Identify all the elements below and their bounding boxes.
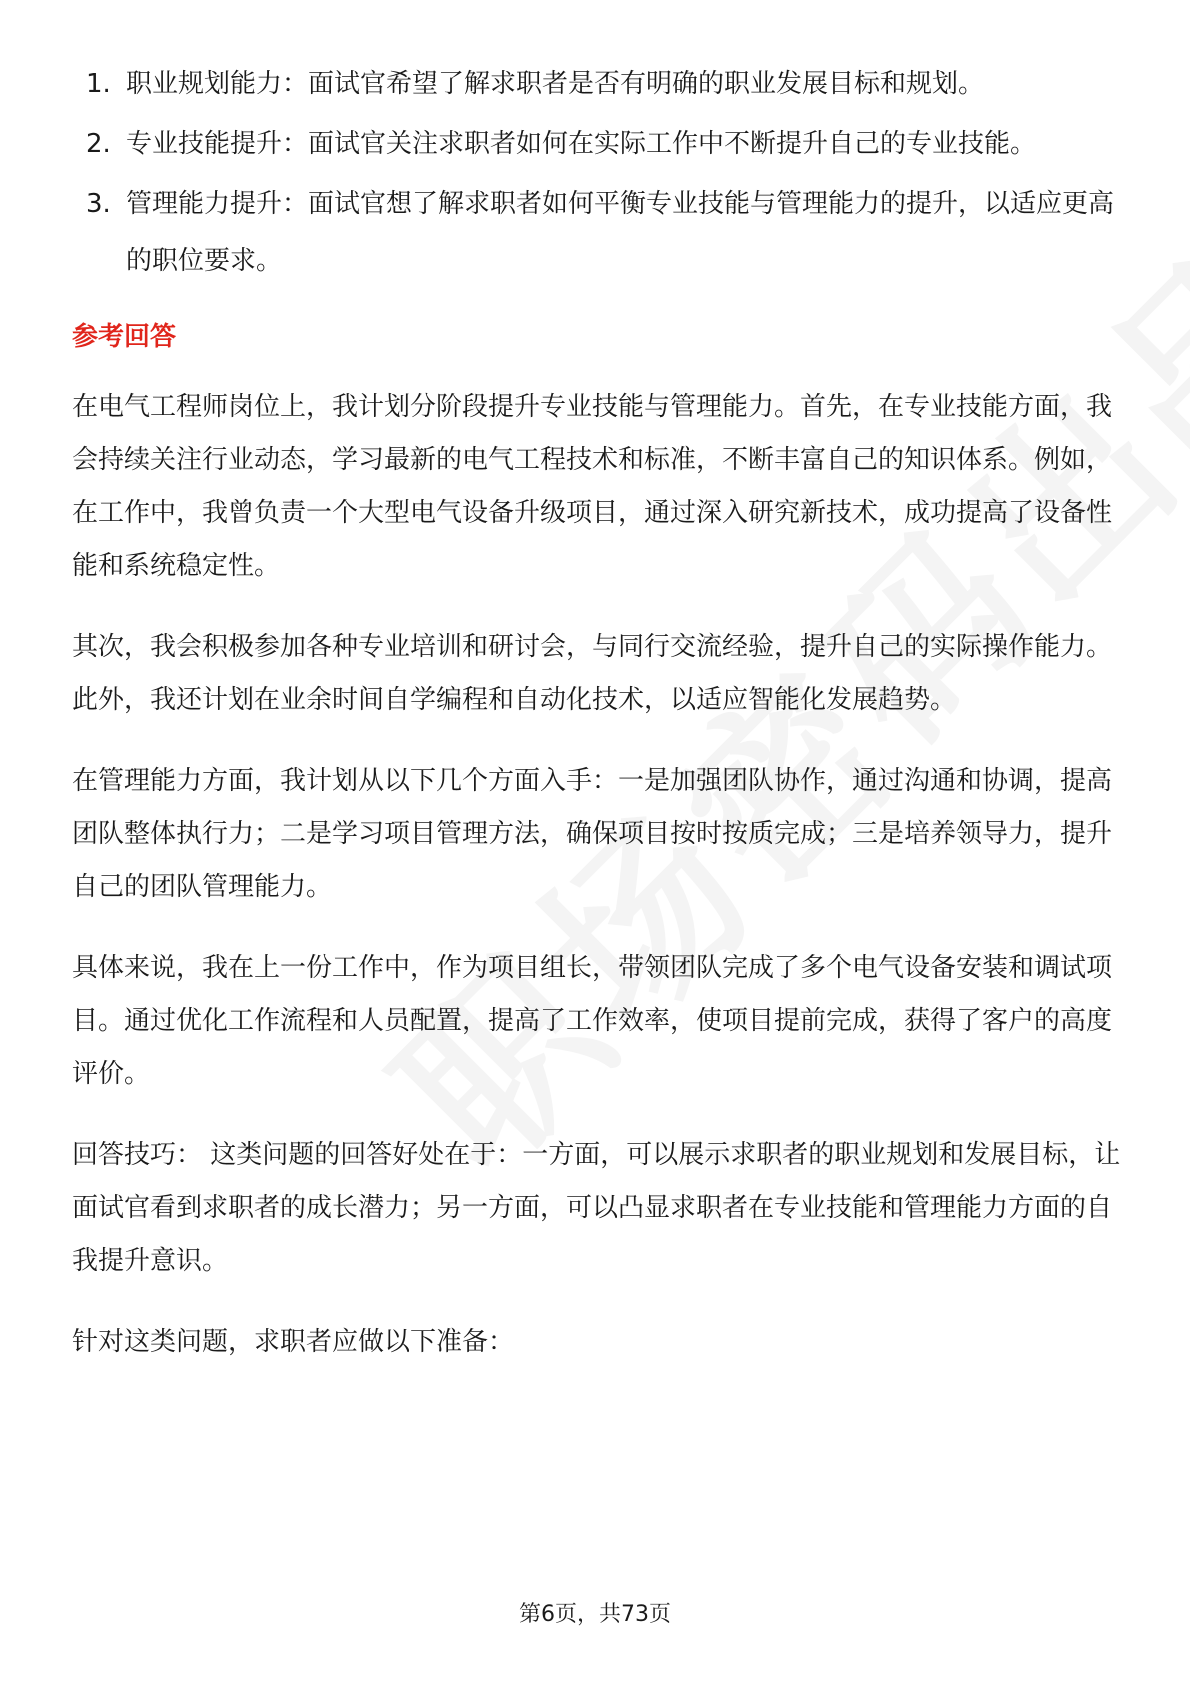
answer-paragraph: 具体来说，我在上一份工作中，作为项目组长，带领团队完成了多个电气设备安装和调试项目。通过优化工作流程和人员配置，提高了工作效率，使项目提前完成，获得了客户的高度评价。	[72, 953, 1113, 1089]
preparation-intro: 针对这类问题，求职者应做以下准备：	[72, 1327, 515, 1357]
list-item-text: 管理能力提升：面试官想了解求职者如何平衡专业技能与管理能力的提升，以适应更高的职位要求。	[126, 189, 1115, 276]
list-item-text: 专业技能提升：面试官关注求职者如何在实际工作中不断提升自己的专业技能。	[126, 129, 1037, 159]
tips-paragraph: 回答技巧： 这类问题的回答好处在于：一方面，可以展示求职者的职业规划和发展目标，让面试官看到求职者的成长潜力；另一方面，可以凸显求职者在专业技能和管理能力方面的自我提升意识。	[72, 1140, 1121, 1276]
answer-paragraph: 在电气工程师岗位上，我计划分阶段提升专业技能与管理能力。首先，在专业技能方面，我会持续关注行业动态，学习最新的电气工程技术和标准，不断丰富自己的知识体系。例如，在工作中，我曾负责一个大型电气设备升级项目，通过深入研究新技术，成功提高了设备性能和系统稳定性。	[72, 392, 1113, 581]
list-item-text: 职业规划能力：面试官希望了解求职者是否有明确的职业发展目标和规划。	[126, 69, 985, 99]
question-points-list	[72, 56, 1122, 290]
list-item	[72, 56, 1122, 113]
answer-paragraph: 其次，我会积极参加各种专业培训和研讨会，与同行交流经验，提升自己的实际操作能力。此外，我还计划在业余时间自学编程和自动化技术，以适应智能化发展趋势。	[72, 632, 1113, 715]
page-number: 第6页，共73页	[519, 1602, 671, 1627]
section-heading: 参考回答	[72, 322, 177, 352]
list-item-number: 3.	[86, 189, 111, 219]
list-item	[72, 176, 1122, 290]
list-item-number: 1.	[86, 69, 111, 99]
list-item-number: 2.	[86, 129, 111, 159]
list-item	[72, 116, 1122, 173]
answer-paragraph: 在管理能力方面，我计划从以下几个方面入手：一是加强团队协作，通过沟通和协调，提高团队整体执行力；二是学习项目管理方法，确保项目按时按质完成；三是培养领导力，提升自己的团队管理能力。	[72, 766, 1113, 902]
page-content	[72, 56, 1122, 1369]
